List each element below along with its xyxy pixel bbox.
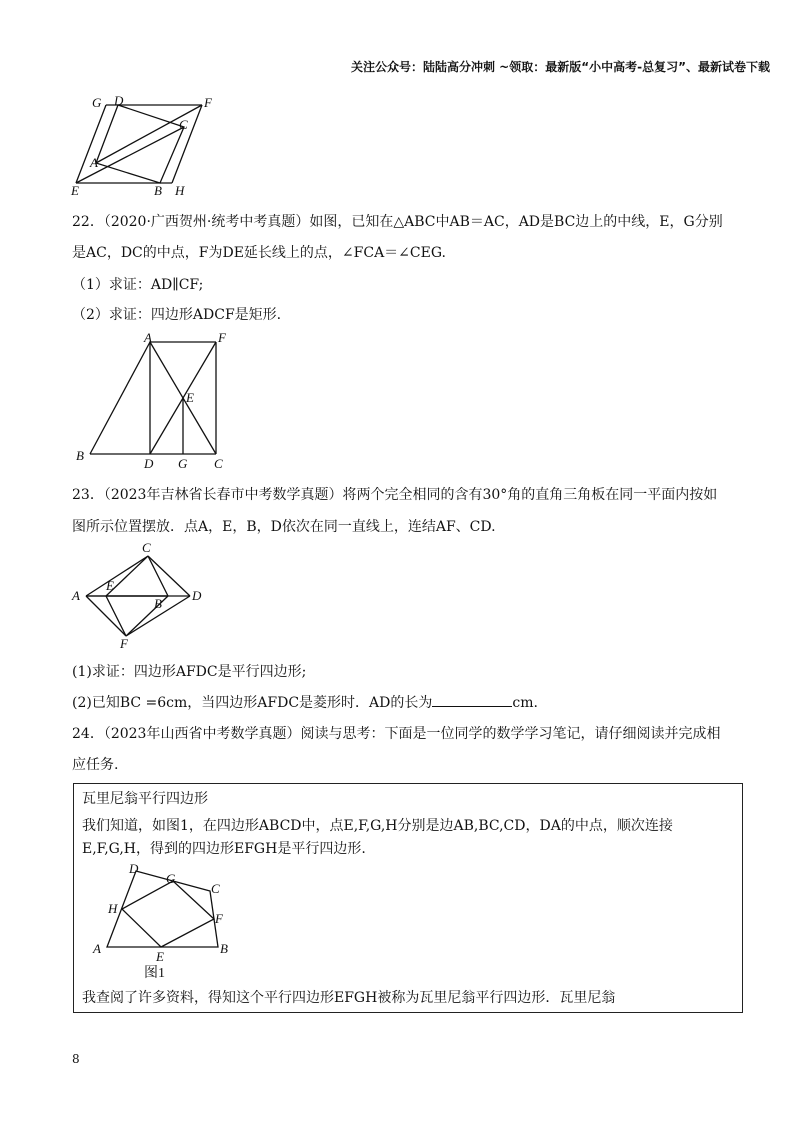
q23-part2-unit: cm. (512, 695, 538, 711)
fig22-label-d: D (144, 456, 154, 471)
figure-q23 (68, 540, 218, 650)
fig-top-label-g: G (92, 95, 102, 110)
fig22-label-a: A (144, 330, 152, 345)
q23-part2 (72, 694, 538, 712)
figure-top-parallelogram (68, 95, 228, 200)
fig-top-label-c: C (179, 117, 188, 132)
fig23-label-d: D (192, 588, 202, 603)
q24-line1: 24．（2023年山西省中考数学真题）阅读与思考：下面是一位同学的数学学习笔记，请仔细阅读并完成相 (72, 726, 721, 742)
q24-line2: 应任务. (72, 757, 119, 773)
fig1-caption: 图1 (144, 966, 165, 981)
q22-part1: （1）求证：AD∥CF; (72, 277, 204, 293)
q23-line1: 23．（2023年吉林省长春市中考数学真题）将两个完全相同的含有30°角的直角三角板在同一平面内按如 (72, 487, 718, 503)
note-line3: 我查阅了许多资料，得知这个平行四边形EFGH被称为瓦里尼翁平行四边形．瓦里尼翁 (82, 990, 616, 1006)
fig1-label-f: F (215, 911, 223, 926)
figure-1-varignon (84, 859, 234, 984)
fig22-label-g: G (178, 456, 188, 471)
q22-line1: 22．（2020·广西贺州·统考中考真题）如图，已知在△ABC中AB＝AC，AD是BC边上的中线，E，G分别 (72, 214, 723, 230)
fig1-label-c: C (211, 881, 220, 896)
fig23-label-f: F (120, 636, 128, 650)
fig1-label-a: A (93, 941, 101, 956)
answer-blank[interactable] (432, 694, 512, 707)
figure-q22 (68, 330, 243, 475)
fig22-label-c: C (214, 456, 223, 471)
page-number: 8 (72, 1052, 80, 1066)
fig1-label-g: G (166, 871, 176, 886)
fig-top-label-f: F (204, 95, 212, 110)
q23-line2: 图所示位置摆放．点A，E，B，D依次在同一直线上，连结AF、CD. (72, 519, 496, 535)
fig23-label-e: E (106, 578, 114, 593)
fig1-label-e: E (156, 949, 164, 964)
q23-part1: (1)求证：四边形AFDC是平行四边形; (72, 664, 307, 680)
fig-top-label-a: A (90, 155, 98, 170)
fig23-label-b: B (154, 596, 162, 611)
note-title: 瓦里尼翁平行四边形 (82, 791, 208, 807)
fig-top-label-d: D (114, 95, 124, 108)
fig22-label-f: F (218, 330, 226, 345)
fig-top-label-e: E (71, 183, 79, 198)
fig1-label-h: H (108, 901, 118, 916)
note-box (73, 783, 743, 1013)
fig1-label-b: B (220, 941, 228, 956)
q22-line2: 是AC，DC的中点，F为DE延长线上的点，∠FCA＝∠CEG. (72, 245, 446, 261)
fig23-label-c: C (142, 540, 151, 555)
fig22-label-e: E (186, 390, 194, 405)
q23-part2-text: (2)已知BC =6cm，当四边形AFDC是菱形时．AD的长为 (72, 695, 433, 711)
fig23-label-a: A (72, 588, 80, 603)
note-line2: E,F,G,H，得到的四边形EFGH是平行四边形. (82, 841, 366, 857)
note-line1: 我们知道，如图1，在四边形ABCD中，点E,F,G,H分别是边AB,BC,CD，DA的中点，顺次连接 (82, 818, 673, 834)
q22-part2: （2）求证：四边形ADCF是矩形. (72, 307, 282, 323)
page-header: 关注公众号：陆陆高分冲刺 ~领取：最新版“小中高考-总复习”、最新试卷下载 (351, 60, 770, 74)
fig1-label-d: D (129, 861, 139, 876)
fig22-label-b: B (76, 448, 84, 463)
fig-top-label-b: B (154, 183, 162, 198)
fig-top-label-h: H (175, 183, 185, 198)
